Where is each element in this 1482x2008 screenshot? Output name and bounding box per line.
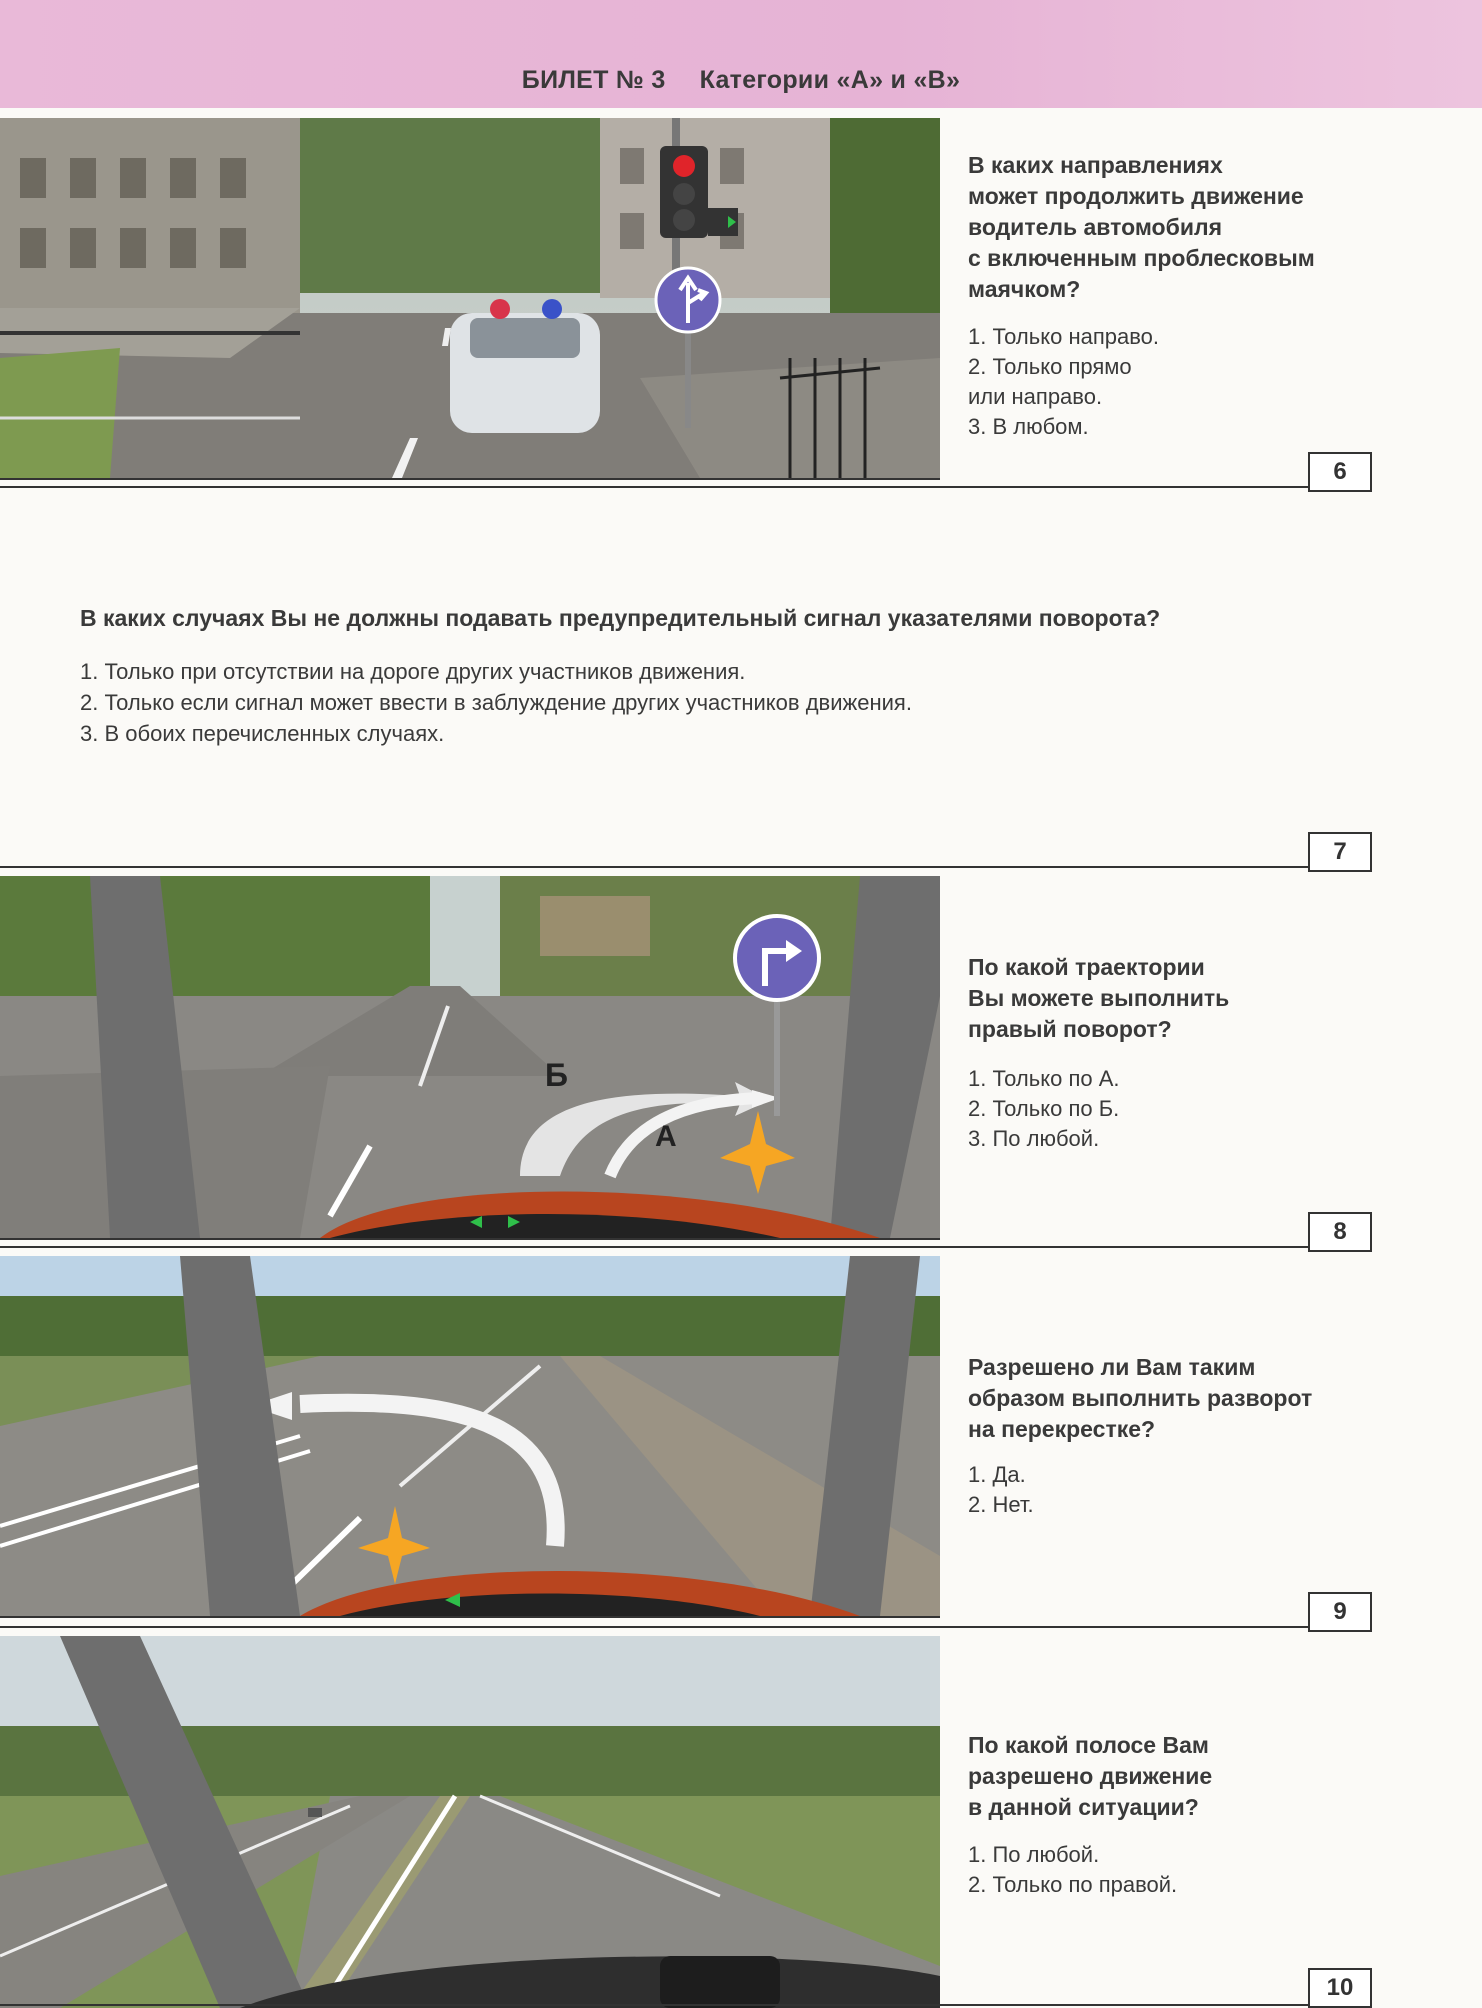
answer-option[interactable]: 2. Нет. [968,1492,1034,1517]
divider [0,1246,1310,1248]
answer-option[interactable]: 2. Только прямо или направо. [968,354,1132,409]
trajectory-label-b: Б [545,1057,568,1093]
turn-right-sign [735,916,819,1000]
answer-option[interactable]: 3. В обоих перечисленных случаях. [80,721,445,746]
question-number-badge: 9 [1308,1592,1372,1632]
header-title [0,66,1482,95]
question-6-text: В каких направлениях может продолжить движение водитель автомобиля с включенным проблесковым маячком? [968,152,1315,302]
question-10-picture [0,1636,940,2008]
question-number-badge: 7 [1308,832,1372,872]
ticket-number: БИЛЕТ № 3 [521,66,666,94]
question-9-text: Разрешено ли Вам таким образом выполнить разворот на перекрестке? [968,1354,1313,1442]
answer-option[interactable]: 1. Только по А. [968,1066,1120,1091]
question-8-text: По какой траектории Вы можете выполнить правый поворот? [968,954,1230,1042]
answer-option[interactable]: 2. Только если сигнал может ввести в заблуждение других участников движения. [80,690,912,715]
categories-label: Категории «А» и «В» [699,66,961,94]
page-header [0,0,1482,108]
answer-option[interactable]: 3. В любом. [968,414,1089,439]
answer-option[interactable]: 1. По любой. [968,1842,1100,1867]
question-number-badge: 10 [1308,1968,1372,2008]
question-6-answers [968,322,1159,442]
answer-option[interactable]: 3. По любой. [968,1126,1100,1151]
question-10-text: По какой полосе Вам разрешено движение в данной ситуации? [968,1732,1213,1820]
question-6-picture [0,118,940,480]
divider [0,486,1310,488]
answer-option[interactable]: 1. Только направо. [968,324,1160,349]
question-7-text: В каких случаях Вы не должны подавать предупредительный сигнал указателями поворота? [80,605,1161,631]
question-9-picture [0,1256,940,1618]
question-8-picture [0,876,940,1240]
divider [0,1626,1310,1628]
question-7-answers [80,656,912,749]
answer-option[interactable]: 1. Только при отсутствии на дороге других участников движения. [80,659,746,684]
divider [0,866,1310,868]
answer-option[interactable]: 2. Только по правой. [968,1872,1178,1897]
divider [0,2004,1310,2006]
question-8-answers [968,1064,1120,1154]
trajectory-label-a: А [655,1120,677,1153]
answer-option[interactable]: 1. Да. [968,1462,1026,1487]
question-number-badge: 6 [1308,452,1372,492]
question-9-answers [968,1460,1034,1520]
question-10-answers [968,1840,1177,1900]
answer-option[interactable]: 2. Только по Б. [968,1096,1120,1121]
question-number-badge: 8 [1308,1212,1372,1252]
